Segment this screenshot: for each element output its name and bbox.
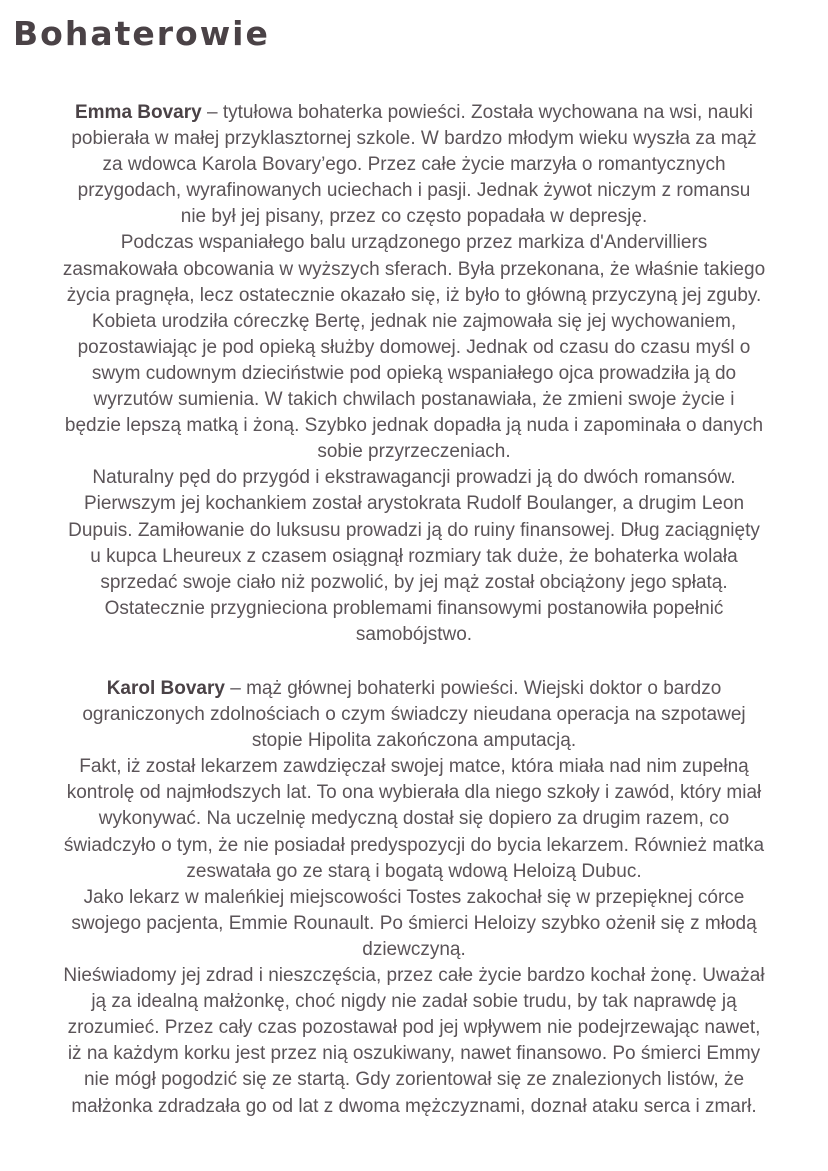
paragraph-line: sprzedać swoje ciało niż pozwolić, by jej mąż został obciążony jego spłatą. xyxy=(100,571,728,593)
paragraph-line: ograniczonych zdolnościach o czym świadczy nieudana operacja na szpotawej xyxy=(82,704,746,726)
paragraph-line: małżonka zdradzała go od lat z dwoma mężczyznami, doznał ataku serca i zmarł. xyxy=(71,1095,757,1117)
character-description: – tytułowa bohaterka powieści. Została wychowana na wsi, nauki xyxy=(201,102,754,123)
paragraph-line: pobierała w małej przyklasztornej szkole. W bardzo młodym wieku wyszła za mąż xyxy=(71,128,757,150)
character-name: Karol Bovary xyxy=(106,678,225,699)
paragraph-line: wykonywać. Na uczelnię medyczną dostał się dopiero za drugim razem, co xyxy=(98,808,730,830)
paragraph-line: Dupuis. Zamiłowanie do luksusu prowadzi ją do ruiny finansowej. Dług zaciągnięty xyxy=(68,519,760,541)
paragraph-line: zeswatała go ze starą i bogatą wdową Heloizą Dubuc. xyxy=(186,860,642,882)
paragraph-line: Jako lekarz w maleńkiej miejscowości Tostes zakochał się w przepięknej córce xyxy=(83,886,745,908)
page-title: Bohaterowie xyxy=(13,14,270,53)
paragraph-line: Fakt, iż został lekarzem zawdzięczał swojej matce, która miała nad nim zupełną xyxy=(79,756,749,778)
character-description: – mąż głównej bohaterki powieści. Wiejski doktor o bardzo xyxy=(224,678,722,699)
paragraph-line: ją za idealną małżonkę, choć nigdy nie zadał sobie trudu, by tak naprawdę ją xyxy=(91,991,737,1013)
paragraph-line: dziewczyną. xyxy=(362,938,466,960)
paragraph-line: zrozumieć. Przez cały czas pozostawał pod jej wpływem nie podejrzewając nawet, xyxy=(67,1017,761,1039)
paragraph-line: nie mógł pogodzić się ze startą. Gdy zorientował się ze znalezionych listów, że xyxy=(83,1069,745,1091)
paragraph-line: będzie lepszą matką i żoną. Szybko jednak dopadła ją nuda i zapominała o danych xyxy=(64,415,764,437)
paragraph-line: Kobieta urodziła córeczkę Bertę, jednak nie zajmowała się jej wychowaniem, xyxy=(91,310,737,332)
paragraph-line: pozostawiając je pod opieką służby domowej. Jednak od czasu do czasu myśl o xyxy=(77,336,751,358)
paragraph-line: Podczas wspaniałego balu urządzonego przez markiza d'Andervilliers xyxy=(120,232,708,254)
paragraph-line: nie był jej pisany, przez co często popadała w depresję. xyxy=(180,206,648,228)
paragraph-line: Naturalny pęd do przygód i ekstrawagancji prowadzi ją do dwóch romansów. xyxy=(92,467,736,489)
paragraph-line: Pierwszym jej kochankiem został arystokrata Rudolf Boulanger, a drugim Leon xyxy=(83,493,745,515)
paragraph-line: przygodach, wyrafinowanych uciechach i pasji. Jednak żywot niczym z romansu xyxy=(77,180,751,202)
paragraph-line: za wdowca Karola Bovary’ego. Przez całe życie marzyła o romantycznych xyxy=(102,154,726,176)
character-name: Emma Bovary xyxy=(74,102,202,123)
paragraph-line: kontrolę od najmłodszych lat. To ona wybierała dla niego szkoły i zawód, który miał xyxy=(66,782,762,804)
paragraph-line: iż na każdym korku jest przez nią oszukiwany, nawet finansowo. Po śmierci Emmy xyxy=(67,1043,761,1065)
paragraph-line: świadczyło o tym, że nie posiadał predyspozycji do bycia lekarzem. Również matka xyxy=(63,834,765,856)
paragraph-line: wyrzutów sumienia. W takich chwilach postanawiała, że zmieni swoje życie i xyxy=(93,389,735,411)
paragraph-line: Nieświadomy jej zdrad i nieszczęścia, przez całe życie bardzo kochał żonę. Uważał xyxy=(63,965,765,987)
paragraph-line xyxy=(0,100,828,126)
character-emma-bovary xyxy=(0,100,828,648)
paragraph-line: samobójstwo. xyxy=(355,623,473,645)
paragraph-line: stopie Hipolita zakończona amputacją. xyxy=(251,730,577,752)
paragraph-line: u kupca Lheureux z czasem osiągnął rozmiary tak duże, że bohaterka wolała xyxy=(90,545,738,567)
paragraph-line: swym cudownym dzieciństwie pod opieką wspaniałego ojca prowadziła ją do xyxy=(91,362,737,384)
paragraph-line: swojego pacjenta, Emmie Rounault. Po śmierci Heloizy szybko ożenił się z młodą xyxy=(71,912,757,934)
paragraph-line: życia pragnęła, lecz ostatecznie okazało się, iż było to główną przyczyną jej zguby. xyxy=(66,284,762,306)
paragraph-line xyxy=(0,676,828,702)
paragraph-line: sobie przyrzeczeniach. xyxy=(317,441,511,463)
paragraph-line: zasmakowała obcowania w wyższych sferach. Była przekonana, że właśnie takiego xyxy=(62,258,766,280)
character-karol-bovary xyxy=(0,676,828,1120)
paragraph-line: Ostatecznie przygnieciona problemami finansowymi postanowiła popełnić xyxy=(104,597,724,619)
